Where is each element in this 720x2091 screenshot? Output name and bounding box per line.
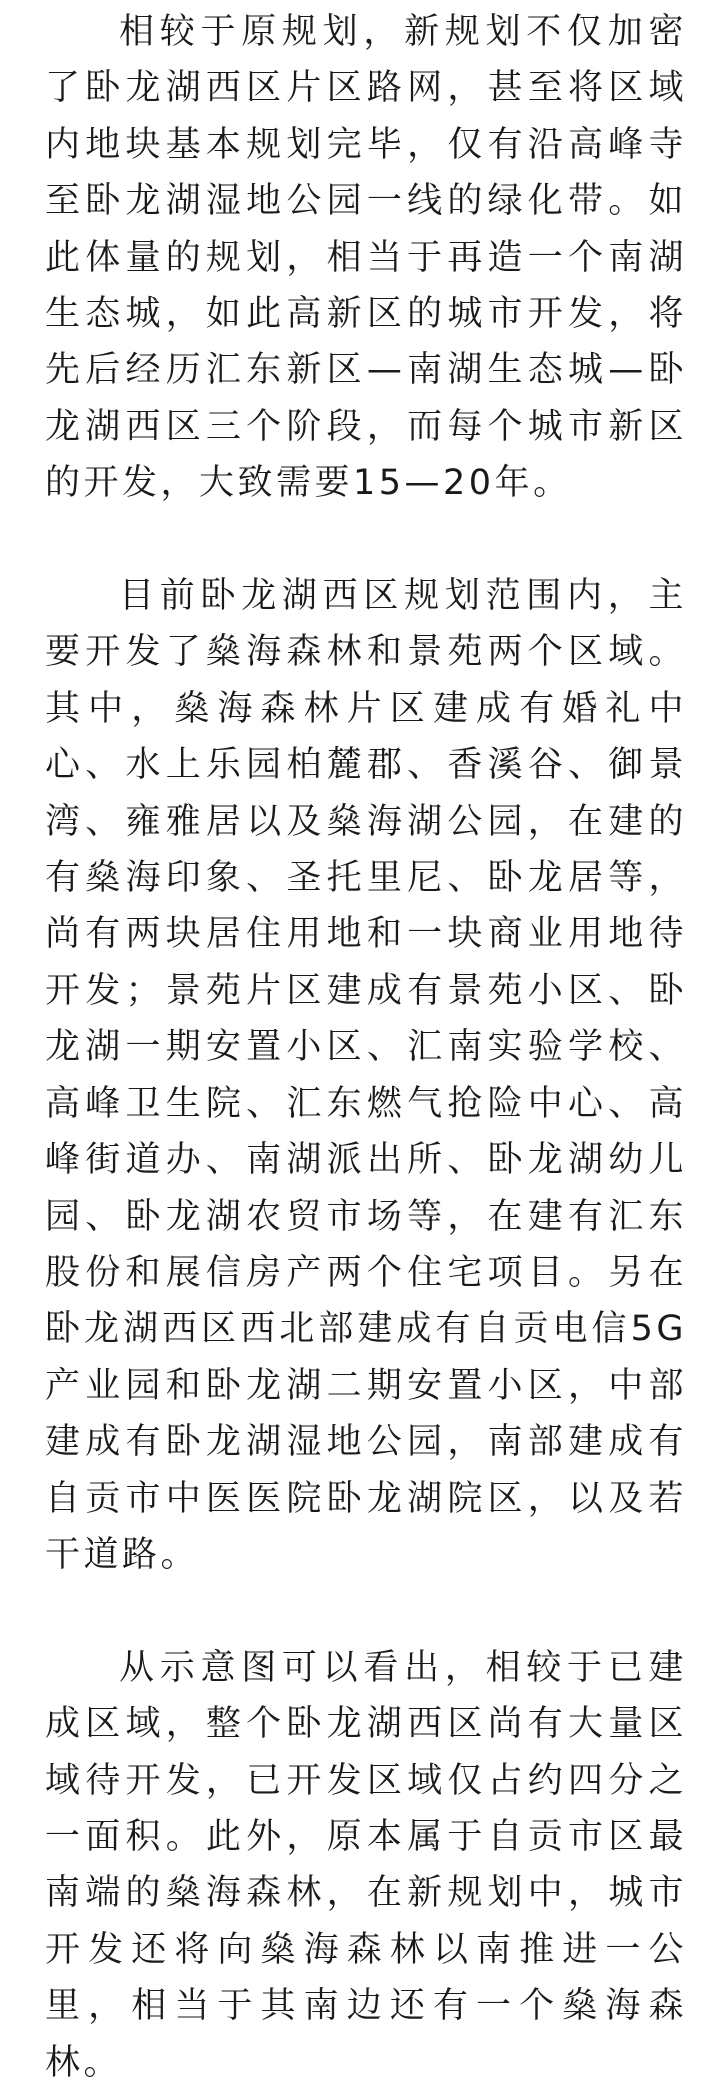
paragraph-developed-areas: 目前卧龙湖西区规划范围内，主要开发了燊海森林和景苑两个区域。其中，燊海森林片区建成有婚礼中心、水上乐园柏麓郡、香溪谷、御景湾、雍雅居以及燊海湖公园，在建的有燊海印象、圣托里尼、卧龙居等，尚有两块居住用地和一块商业用地待开发；景苑片区建成有景苑小区、卧龙湖一期安置小区、汇南实验学校、高峰卫生院、汇东燃气抢险中心、高峰街道办、南湖派出所、卧龙湖幼儿园、卧龙湖农贸市场等，在建有汇东股份和展信房产两个住宅项目。另在卧龙湖西区西北部建成有自贡电信5G产业园和卧龙湖二期安置小区，中部建成有卧龙湖湿地公园，南部建成有自贡市中医医院卧龙湖院区，以及若干道路。 — [45, 576, 687, 1575]
paragraph-plan-comparison: 相较于原规划，新规划不仅加密了卧龙湖西区片区路网，甚至将区域内地块基本规划完毕，仅有沿高峰寺至卧龙湖湿地公园一线的绿化带。如此体量的规划，相当于再造一个南湖生态城，如此高新区的城市开发，将先后经历汇东新区—南湖生态城—卧龙湖西区三个阶段，而每个城市新区的开发，大致需要15—20年。 — [45, 12, 687, 504]
paragraph-undeveloped-areas: 从示意图可以看出，相较于已建成区域，整个卧龙湖西区尚有大量区域待开发，已开发区域仅占约四分之一面积。此外，原本属于自贡市区最南端的燊海森林，在新规划中，城市开发还将向燊海森林以南推进一公里，相当于其南边还有一个燊海森林。 — [45, 1647, 687, 2083]
